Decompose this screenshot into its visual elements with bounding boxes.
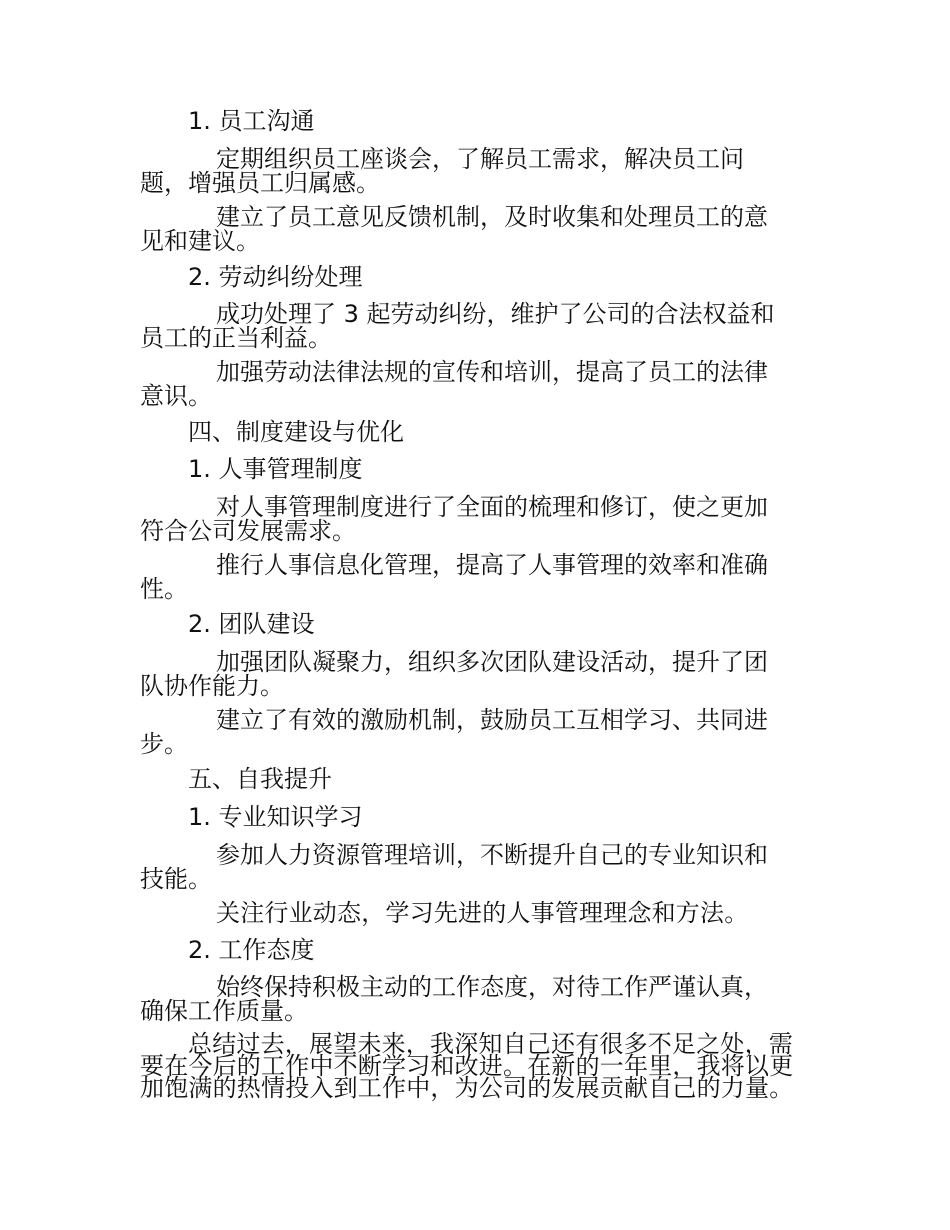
paragraph xyxy=(140,302,800,350)
paragraph xyxy=(140,205,800,253)
paragraph-first-line: 成功处理了 3 起劳动纠纷，维护了公司的合法权益和 xyxy=(216,300,775,328)
paragraph-single-line: 关注行业动态，学习先进的人事管理理念和方法。 xyxy=(216,899,749,927)
paragraph-continuation: 性。 xyxy=(140,575,188,603)
paragraph xyxy=(140,553,800,601)
section-heading: 2. 团队建设 xyxy=(188,610,315,638)
closing-paragraph-line-2: 要在今后的工作中不断学习和改进。在新的一年里，我将以更 xyxy=(140,1052,794,1080)
paragraph-continuation: 意识。 xyxy=(140,382,212,410)
paragraph-continuation: 确保工作质量。 xyxy=(140,997,308,1025)
closing-paragraph-line-3: 加饱满的热情投入到工作中，为公司的发展贡献自己的力量。 xyxy=(140,1074,794,1102)
paragraph-first-line: 加强团队凝聚力，组织多次团队建设活动，提升了团 xyxy=(216,648,768,676)
paragraph-continuation: 题，增强员工归属感。 xyxy=(140,169,380,197)
paragraph-first-line: 加强劳动法律法规的宣传和培训，提高了员工的法律 xyxy=(216,358,768,386)
paragraph-first-line: 推行人事信息化管理，提高了人事管理的效率和准确 xyxy=(216,551,768,579)
chapter-heading: 四、制度建设与优化 xyxy=(188,418,404,446)
paragraph-continuation: 步。 xyxy=(140,730,188,758)
paragraph-continuation: 符合公司发展需求。 xyxy=(140,517,356,545)
closing-paragraph-line-1: 总结过去，展望未来，我深知自己还有很多不足之处，需 xyxy=(188,1030,793,1058)
paragraph-first-line: 始终保持积极主动的工作态度，对待工作严谨认真， xyxy=(216,973,768,1001)
section-heading: 2. 工作态度 xyxy=(188,936,315,964)
paragraph xyxy=(140,495,800,543)
paragraph-first-line: 定期组织员工座谈会，了解员工需求，解决员工问 xyxy=(216,145,744,173)
paragraph xyxy=(140,843,800,891)
paragraph-first-line: 对人事管理制度进行了全面的梳理和修订，使之更加 xyxy=(216,493,768,521)
section-heading: 2. 劳动纠纷处理 xyxy=(188,263,363,291)
paragraph-continuation: 队协作能力。 xyxy=(140,672,284,700)
paragraph-continuation: 技能。 xyxy=(140,865,212,893)
paragraph-first-line: 建立了员工意见反馈机制，及时收集和处理员工的意 xyxy=(216,203,768,231)
paragraph xyxy=(140,147,800,195)
paragraph-continuation: 见和建议。 xyxy=(140,227,260,255)
paragraph xyxy=(140,975,800,1023)
section-heading: 1. 员工沟通 xyxy=(188,107,315,135)
paragraph-continuation: 员工的正当利益。 xyxy=(140,324,332,352)
paragraph xyxy=(140,708,800,756)
section-heading: 1. 专业知识学习 xyxy=(188,803,363,831)
section-heading: 1. 人事管理制度 xyxy=(188,455,363,483)
paragraph-first-line: 建立了有效的激励机制，鼓励员工互相学习、共同进 xyxy=(216,706,768,734)
paragraph xyxy=(140,650,800,698)
paragraph xyxy=(140,360,800,408)
paragraph-first-line: 参加人力资源管理培训，不断提升自己的专业知识和 xyxy=(216,841,768,869)
chapter-heading: 五、自我提升 xyxy=(188,765,332,793)
